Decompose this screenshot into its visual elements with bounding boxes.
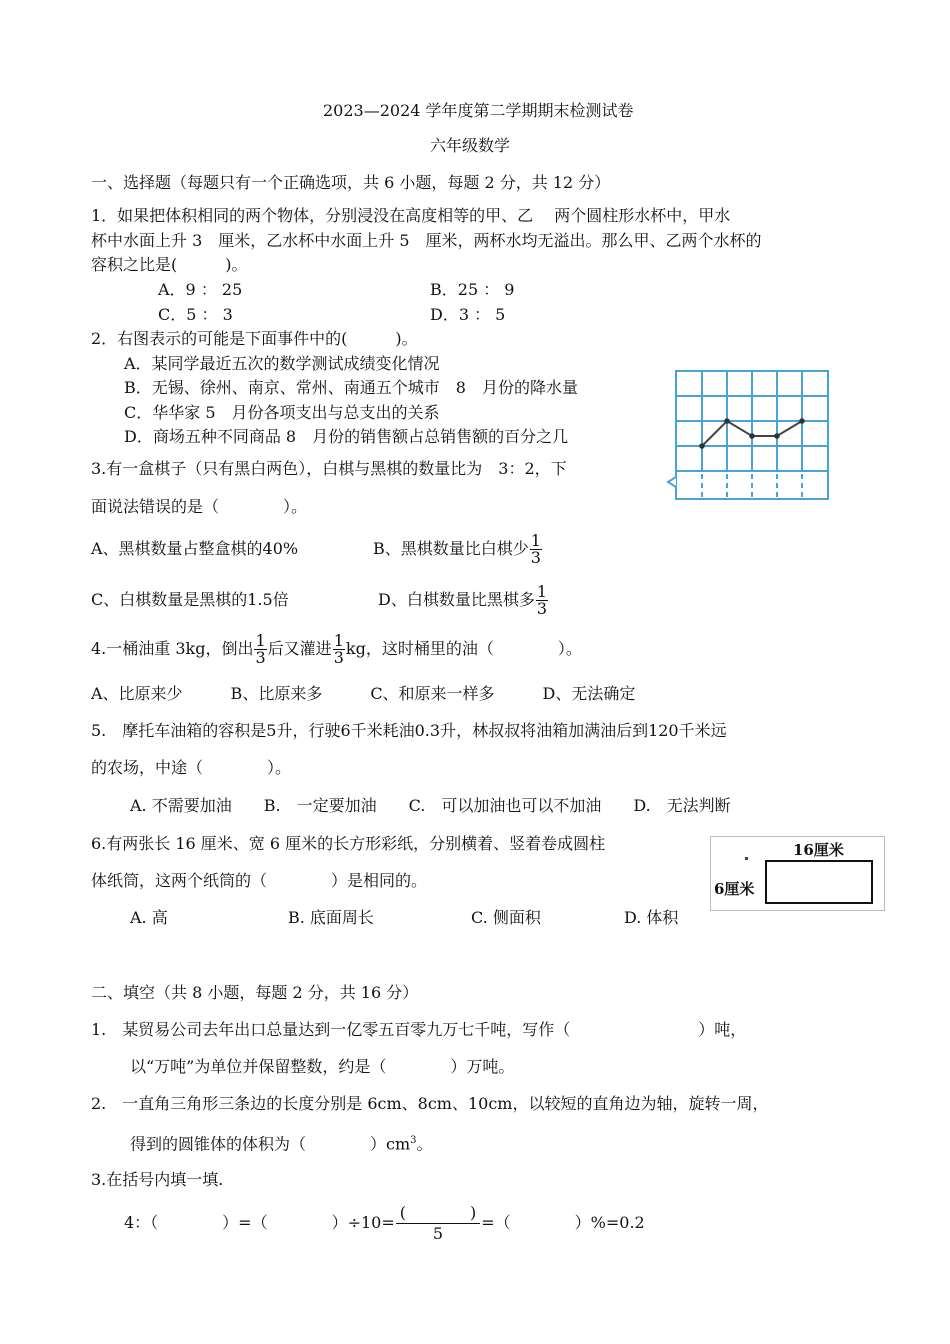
s2-q2-text: 得到的圆锥体的体积为（ ）cm xyxy=(130,1134,411,1154)
q1-option-a: A．9 ： 25 xyxy=(158,280,243,299)
q6-length-label: 16厘米 xyxy=(793,841,844,859)
s2-q1-line1: 1. 某贸易公司去年出口总量达到一亿零五百零九万七千吨，写作（ ）吨， xyxy=(91,1020,747,1039)
q2-stem: 2．右图表示的可能是下面事件中的( )。 xyxy=(91,329,418,348)
s2-q1-line2: 以“万吨”为单位并保留整数，约是（ ）万吨。 xyxy=(130,1057,515,1076)
q6-option-a: A. 高 xyxy=(130,908,168,927)
fraction-one-third: $\frac{1}{3}$ xyxy=(536,582,548,618)
q5-line1: 5. 摩托车油箱的容积是5升，行驶6千米耗油0.3升，林叔叔将油箱加满油后到120千米远 xyxy=(91,721,727,740)
q3-option-b xyxy=(373,526,543,572)
q6-paper-rectangle xyxy=(765,860,873,904)
fraction-one-third: $\frac{1}{3}$ xyxy=(255,631,266,667)
q2-option-b: B．无锡、徐州、南京、常州、南通五个城市 8 月份的降水量 xyxy=(124,378,578,397)
q2-option-c: C．华华家 5 月份各项支出与总支出的关系 xyxy=(124,403,440,422)
q4-options: A、比原来少 B、比原来多 C、和原来一样多 D、无法确定 xyxy=(91,684,636,703)
q6-width-label: 6厘米 xyxy=(714,880,755,898)
s2-q3-eq-right: =（ ）%=0.2 xyxy=(481,1213,645,1232)
q3-line2: 面说法错误的是（ ）。 xyxy=(91,497,308,516)
q1-option-d: D．3 ： 5 xyxy=(430,305,506,324)
q4-text-2: 后又灌进 xyxy=(267,639,332,658)
q1-option-b: B．25 ： 9 xyxy=(430,280,515,299)
q6-dot-mark xyxy=(745,857,748,860)
q4-stem xyxy=(91,626,582,672)
s2-q3-equation xyxy=(124,1201,645,1245)
s2-q3-fraction: $\frac{( )}{5}$ xyxy=(396,1203,481,1244)
page-subtitle: 六年级数学 xyxy=(430,136,511,155)
q3-line1: 3.有一盒棋子（只有黑白两色），白棋与黑棋的数量比为 3：2，下 xyxy=(91,459,567,478)
q6-line2: 体纸筒，这两个纸筒的（ ）是相同的。 xyxy=(91,871,428,890)
q3-option-c: C、白棋数量是黑棋的1.5倍 xyxy=(91,590,289,609)
q3-option-d xyxy=(378,577,549,623)
q1-option-c: C．5 ： 3 xyxy=(158,305,233,324)
q1-line1: 1．如果把体积相同的两个物体，分别浸没在高度相等的甲、乙 两个圆柱形水杯中，甲水 xyxy=(91,206,731,225)
section2-heading: 二、填空（共 8 小题，每题 2 分，共 16 分） xyxy=(91,983,419,1002)
superscript-cubed: 3 xyxy=(410,1135,417,1146)
s2-q2-line1: 2. 一直角三角形三条边的长度分别是 6cm、8cm、10cm，以较短的直角边为轴，旋转一周， xyxy=(91,1094,769,1113)
q4-text-1: 4.一桶油重 3kg，倒出 xyxy=(91,639,254,658)
page-title: 2023—2024 学年度第二学期期末检测试卷 xyxy=(323,101,634,120)
s2-q3-stem: 3.在括号内填一填. xyxy=(91,1170,224,1189)
q2-line-graph-figure xyxy=(664,365,834,500)
q4-text-3: kg，这时桶里的油（ ）。 xyxy=(345,639,582,658)
fraction-one-third: $\frac{1}{3}$ xyxy=(333,631,344,667)
q1-line2: 杯中水面上升 3 厘米，乙水杯中水面上升 5 厘米，两杯水均无溢出。那么甲、乙两个水杯的 xyxy=(91,231,762,250)
q6-line1: 6.有两张长 16 厘米、宽 6 厘米的长方形彩纸，分别横着、竖着卷成圆柱 xyxy=(91,834,606,853)
section1-heading: 一、选择题（每题只有一个正确选项，共 6 小题，每题 2 分，共 12 分） xyxy=(91,173,611,192)
q3-option-d-text: D、白棋数量比黑棋多 xyxy=(378,590,535,609)
q3-option-a: A、黑棋数量占整盒棋的40% xyxy=(91,539,299,558)
q6-option-b: B. 底面周长 xyxy=(288,908,374,927)
fraction-one-third: $\frac{1}{3}$ xyxy=(530,531,541,567)
q3-option-b-text: B、黑棋数量比白棋少 xyxy=(373,539,529,558)
q2-option-d: D．商场五种不同商品 8 月份的销售额占总销售额的百分之几 xyxy=(124,427,569,446)
q6-option-d: D. 体积 xyxy=(624,908,679,927)
q5-line2: 的农场，中途（ ）。 xyxy=(91,758,292,777)
q1-line3: 容积之比是( )。 xyxy=(91,255,248,274)
q5-options: A. 不需要加油 B. 一定要加油 C. 可以加油也可以不加油 D. 无法判断 xyxy=(130,796,731,815)
q2-option-a: A．某同学最近五次的数学测试成绩变化情况 xyxy=(124,354,440,373)
q6-option-c: C. 侧面积 xyxy=(471,908,541,927)
q6-paper-figure xyxy=(710,836,885,911)
s2-q2-period: 。 xyxy=(416,1134,433,1154)
s2-q2-line2 xyxy=(130,1130,433,1155)
s2-q3-eq-left: 4：（ ）=（ ）÷10= xyxy=(124,1213,395,1232)
